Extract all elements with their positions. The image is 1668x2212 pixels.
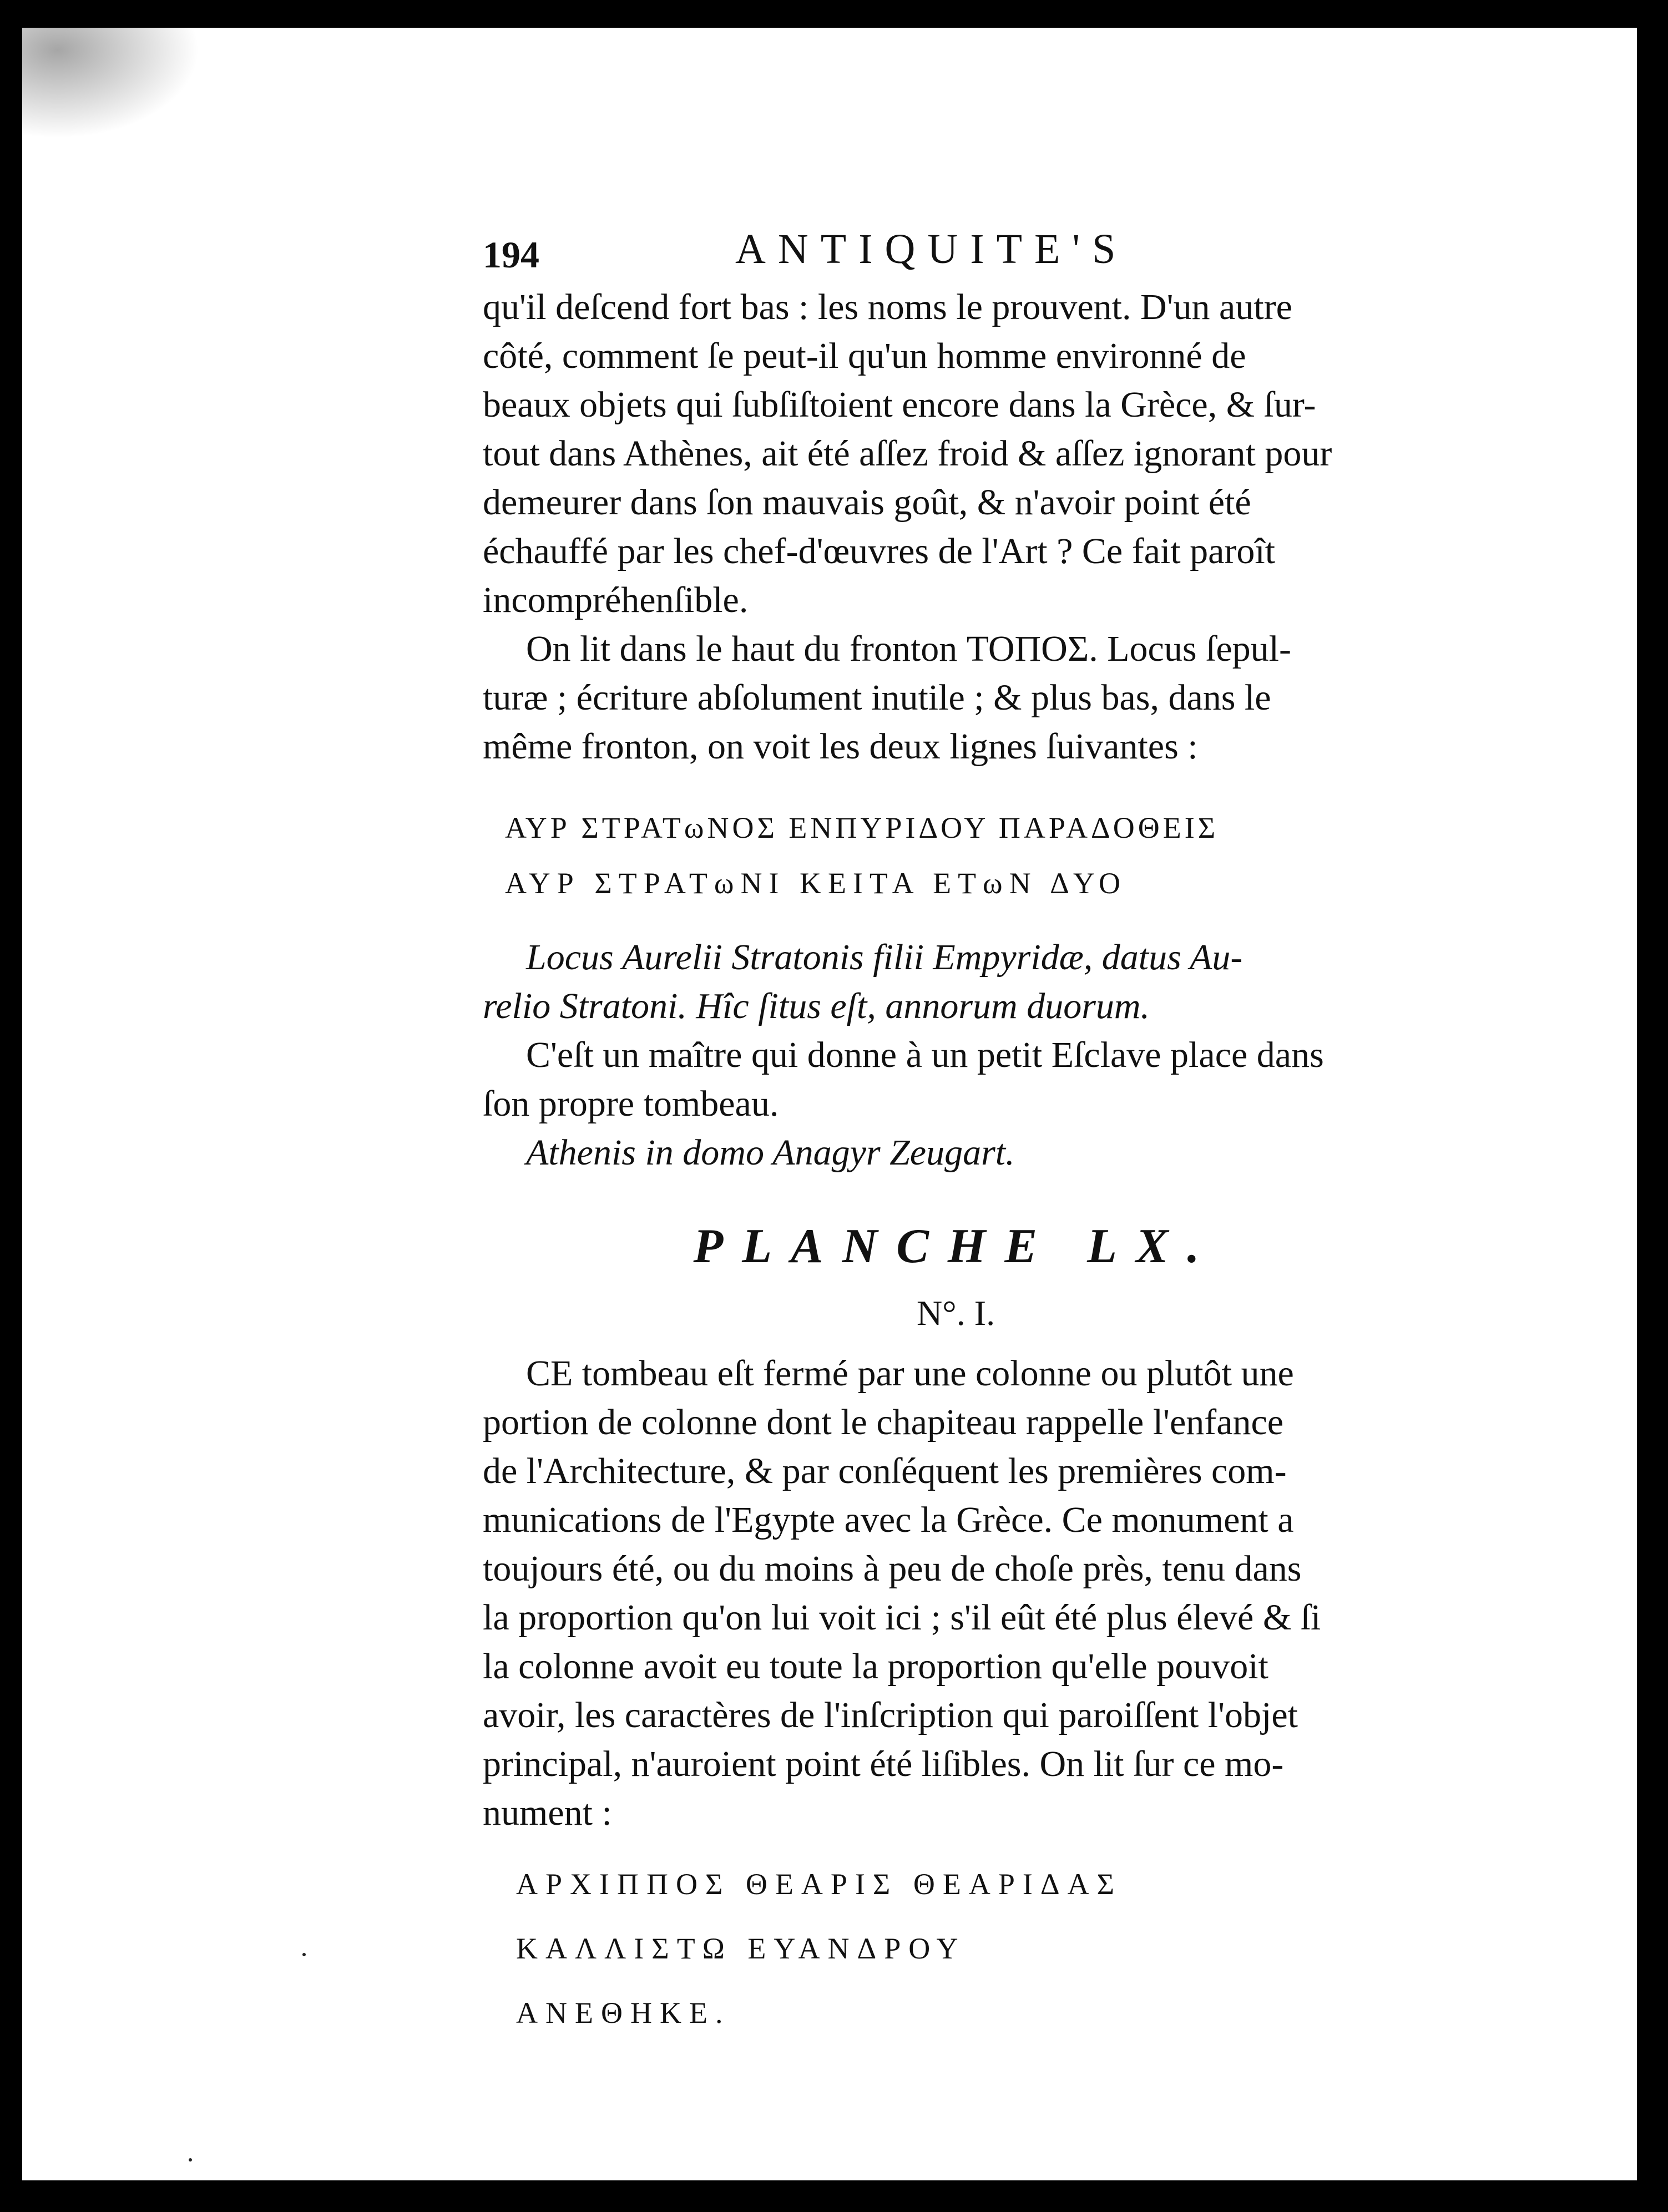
text-line: même fronton, on voit les deux lignes ſuivantes :: [483, 726, 1198, 767]
scan-speck: [189, 2158, 192, 2162]
text-line: la proportion qu'on lui voit ici ; s'il eût été plus élevé & ſi: [483, 1597, 1321, 1638]
text-block: [483, 222, 1429, 2045]
text-line: ſon propre tombeau.: [483, 1084, 779, 1124]
text-line: beaux objets qui ſubſiſtoient encore dans la Grèce, & ſur-: [483, 384, 1316, 425]
text-line: turæ ; écriture abſolument inutile ; & plus bas, dans le: [483, 677, 1271, 718]
greek-line: ΑΡΧΙΠΠΟΣ ΘΕΑΡΙΣ ΘΕΑΡΙΔΑΣ: [516, 1867, 1122, 1901]
text-line: tout dans Athènes, ait été aſſez froid & aſſez ignorant pour: [483, 433, 1332, 474]
plate-title: PLANCHE LX.: [693, 1219, 1219, 1273]
paragraph-2: [483, 625, 1429, 771]
latin-translation: [483, 933, 1429, 1031]
text-line: nument :: [483, 1793, 612, 1833]
text-line: de l'Architecture, & par conſéquent les premières com-: [483, 1451, 1287, 1491]
scan-shadow: [22, 28, 200, 139]
text-line: Locus Aurelii Stratonis filii Empyridæ, datus Au-: [526, 937, 1243, 978]
plate-number: N°. I.: [916, 1293, 995, 1333]
text-line: échauffé par les chef-d'œuvres de l'Art ? Ce fait paroît: [483, 531, 1276, 571]
greek-pediment-inscription: [505, 800, 1429, 911]
greek-column-inscription: [516, 1852, 1429, 2045]
text-line: incompréhenſible.: [483, 580, 749, 620]
text-line: principal, n'auroient point été liſibles. On lit ſur ce mo-: [483, 1744, 1284, 1784]
text-line: qu'il deſcend fort bas : les noms le prouvent. D'un autre: [483, 287, 1292, 327]
greek-line: ΑΝΕΘΗΚΕ.: [516, 1996, 731, 2029]
text-line: On lit dans le haut du fronton ΤΟΠΟΣ. Locus ſepul-: [526, 629, 1291, 669]
greek-line: ΚΑΛΛΙΣΤΩ ΕΥΑΝΔΡΟΥ: [516, 1932, 966, 1965]
scan-speck: [302, 1953, 306, 1956]
text-line: avoir, les caractères de l'inſcription qui paroiſſent l'objet: [483, 1695, 1298, 1735]
text-line: relio Stratoni. Hîc ſitus eſt, annorum duorum.: [483, 986, 1150, 1026]
text-line: CE tombeau eſt fermé par une colonne ou plutôt une: [526, 1353, 1294, 1394]
text-line: portion de colonne dont le chapiteau rappelle l'enfance: [483, 1402, 1284, 1442]
location-note: Athenis in domo Anagyr Zeugart.: [526, 1132, 1015, 1173]
text-line: côté, comment ſe peut-il qu'un homme environné de: [483, 336, 1246, 376]
paragraph-4: [483, 1349, 1429, 1838]
greek-line: ΑΥΡ ΣΤΡΑΤωΝΙ ΚΕΙΤΑ ΕΤωΝ ΔΥΟ: [505, 867, 1128, 900]
paragraph-1: [483, 283, 1429, 625]
text-line: C'eſt un maître qui donne à un petit Eſclave place dans: [526, 1035, 1324, 1075]
paragraph-3: [483, 1031, 1429, 1128]
page-number: 194: [483, 234, 539, 276]
page-sheet: [22, 28, 1637, 2180]
text-line: munications de l'Egypte avec la Grèce. Ce monument a: [483, 1500, 1294, 1540]
text-line: demeurer dans ſon mauvais goût, & n'avoir point été: [483, 482, 1251, 523]
running-head: [483, 222, 1429, 283]
text-line: la colonne avoit eu toute la proportion qu'elle pouvoit: [483, 1646, 1268, 1687]
text-line: toujours été, ou du moins à peu de choſe près, tenu dans: [483, 1548, 1302, 1589]
running-title: ANTIQUITE'S: [735, 226, 1128, 272]
greek-line: ΑΥΡ ΣΤΡΑΤωΝΟΣ ΕΝΠΥΡΙΔΟΥ ΠΑΡΑΔΟΘΕΙΣ: [505, 811, 1219, 844]
